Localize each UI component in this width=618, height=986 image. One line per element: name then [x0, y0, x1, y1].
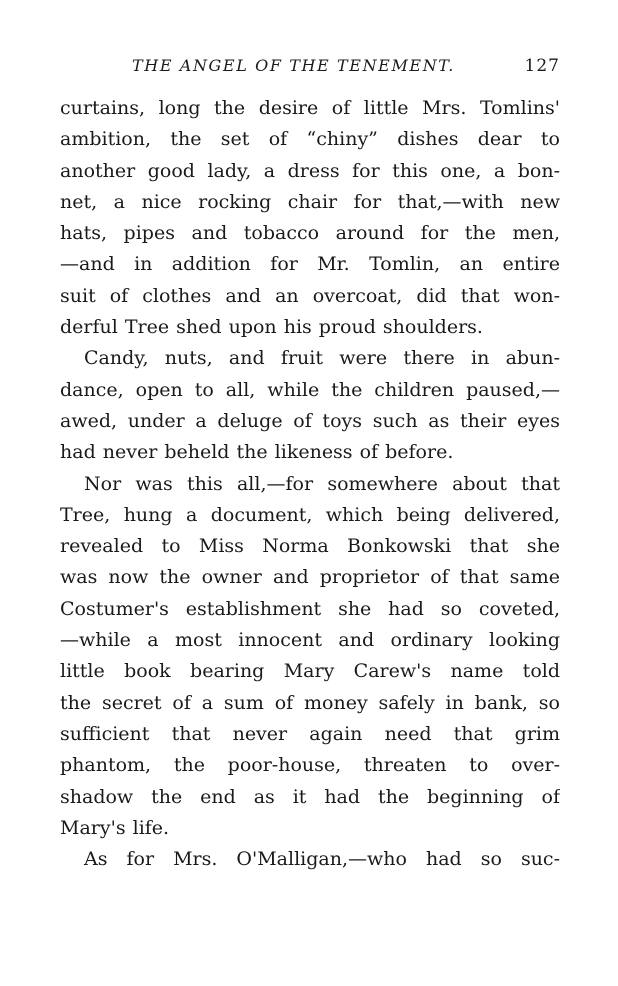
body-text — [60, 93, 560, 875]
text-line: —while a most innocent and ordinary looking — [60, 629, 560, 652]
text-line: sufficient that never again need that grim — [60, 722, 560, 745]
text-line: hats, pipes and tobacco around for the men, — [60, 222, 560, 245]
text-line: curtains, long the desire of little Mrs. Tomlins' — [60, 97, 560, 119]
text-line: As for Mrs. O'Malligan,—who had so suc- — [84, 848, 560, 871]
text-line: shadow the end as it had the beginning of — [60, 785, 560, 808]
text-line: derful Tree shed upon his proud shoulders. — [60, 316, 483, 339]
text-line: had never beheld the likeness of before. — [60, 441, 454, 464]
running-title: THE ANGEL OF THE TENEMENT. — [132, 56, 455, 75]
running-head — [60, 56, 560, 80]
text-line: revealed to Miss Norma Bonkowski that she — [60, 535, 560, 558]
text-line: ambition, the set of “chiny” dishes dear to — [60, 128, 560, 151]
text-line: was now the owner and proprietor of that same — [60, 566, 560, 589]
text-line: dance, open to all, while the children paused,— — [60, 378, 560, 401]
text-line: net, a nice rocking chair for that,—with new — [60, 190, 560, 213]
text-line: phantom, the poor-house, threaten to over- — [60, 754, 560, 777]
text-line: Tree, hung a document, which being delivered, — [60, 503, 560, 526]
page-number: 127 — [524, 56, 560, 76]
text-line: Nor was this all,—for somewhere about that — [84, 472, 560, 495]
text-line: little book bearing Mary Carew's name told — [60, 660, 560, 683]
text-line: another good lady, a dress for this one, a bon- — [60, 159, 560, 182]
text-line: suit of clothes and an overcoat, did that won- — [60, 284, 560, 307]
text-line: awed, under a deluge of toys such as their eyes — [60, 409, 560, 432]
text-line: the secret of a sum of money safely in bank, so — [60, 691, 560, 714]
text-line: Mary's life. — [60, 816, 170, 839]
text-line: Costumer's establishment she had so coveted, — [60, 597, 560, 620]
text-line: —and in addition for Mr. Tomlin, an entire — [60, 253, 560, 276]
text-line: Candy, nuts, and fruit were there in abun- — [84, 347, 560, 370]
